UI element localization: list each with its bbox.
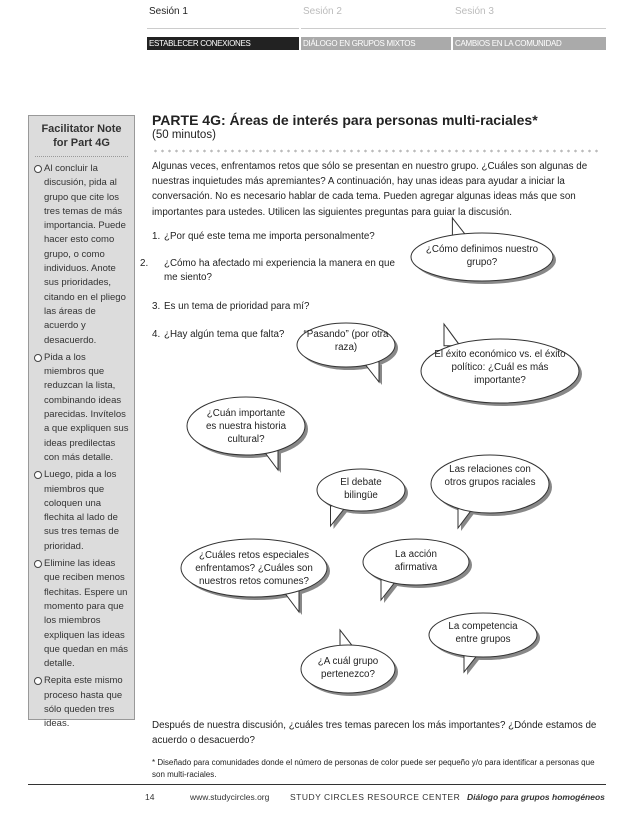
note-text: Al concluir la discusión, pida al grupo que cite los tres temas de más importancia. Puede hacer esto como grupo, o como individuos. Anote sus prioridades, citando en el pliego las áreas de acuerdo y desacuerdo.: [44, 163, 126, 346]
intro-paragraph: Algunas veces, enfrentamos retos que sólo se presentan en nuestro grupo. ¿Cuáles son algunas de nuestras inquietudes más apremiantes? A continuación, hay unas ideas para ayudar a iniciar la conversación. No es necesario hablar de cada tema. Pueden agregar algunas ideas más que son importantes para ustedes. Utilicen las siguientes preguntas para guiar la discusión.: [152, 161, 588, 218]
note-item: [34, 351, 129, 465]
question-item: 2. ¿Cómo ha afectado mi experiencia la manera en que me siento?: [140, 258, 395, 283]
question-item: 4. ¿Hay algún tema que falta?: [152, 329, 285, 340]
question-item: 1. ¿Por qué este tema me importa personalmente?: [152, 231, 375, 242]
bullet-circle-icon: [34, 471, 42, 479]
footer-rule: [28, 784, 606, 785]
session-3-title: Sesión 3: [455, 6, 494, 17]
page-number: 14: [145, 792, 155, 802]
note-item: [34, 468, 129, 554]
session-3-bar: CAMBIOS EN LA COMUNIDAD: [453, 37, 606, 50]
facilitator-note-list: [34, 162, 129, 735]
speech-bubble: [300, 644, 396, 694]
speech-bubble: [316, 468, 406, 512]
bubble-text: La acción afirmativa: [394, 549, 438, 573]
footer-publication: Diálogo para grupos homogéneos: [467, 792, 605, 802]
bubble-text: El debate bilingüe: [340, 477, 382, 501]
session-2-title: Sesión 2: [303, 6, 342, 17]
bubble-text: Las relaciones con otros grupos raciales: [444, 464, 536, 488]
dotted-divider: [152, 149, 602, 153]
session-1-title: Sesión 1: [149, 6, 188, 17]
note-text: Elimine las ideas que reciben menos flechitas. Espere un momento para que los miembros expliquen las ideas que quedan en más detalle.: [44, 558, 128, 670]
footer-organization: STUDY CIRCLES RESOURCE CENTER: [290, 792, 461, 802]
page-title: PARTE 4G: Áreas de interés para personas multi-raciales*: [152, 112, 538, 128]
bubble-text: La competencia entre grupos: [448, 621, 518, 645]
bubble-text: ¿Cuán importante es nuestra historia cultural?: [205, 408, 287, 445]
note-item: [34, 674, 129, 731]
closing-paragraph: Después de nuestra discusión, ¿cuáles tres temas parecen los más importantes? ¿Dónde estamos de acuerdo o desacuerdo?: [152, 720, 597, 746]
session-1-rule: [147, 28, 299, 29]
session-2-rule: [301, 28, 453, 29]
bubble-text: ¿Cuáles retos especiales enfrentamos? ¿Cuáles son nuestros retos comunes?: [195, 550, 313, 587]
note-item: [34, 162, 129, 348]
bullet-circle-icon: [34, 560, 42, 568]
speech-bubble: [296, 322, 396, 368]
speech-bubble: [428, 612, 538, 658]
note-text: Repita este mismo proceso hasta que sólo queden tres ideas.: [44, 675, 123, 730]
bubble-text: El éxito económico vs. el éxito político: ¿Cuál es más importante?: [434, 349, 566, 386]
bullet-circle-icon: [34, 677, 42, 685]
session-2-bar: DIÁLOGO EN GRUPOS MIXTOS: [301, 37, 451, 50]
facilitator-note-heading: [29, 122, 134, 150]
heading-line-2: for Part 4G: [53, 137, 110, 149]
bubble-text: ¿Cómo definimos nuestro grupo?: [425, 244, 539, 268]
session-1-bar: ESTABLECER CONEXIONES: [147, 37, 299, 50]
note-item: [34, 557, 129, 671]
page-subtitle: (50 minutos): [152, 129, 216, 141]
speech-bubble: [410, 232, 554, 282]
speech-bubble: [180, 538, 328, 598]
sidebar-divider: [35, 156, 128, 157]
footnote: * Diseñado para comunidades donde el número de personas de color puede ser pequeño y/o para identificar a personas que son multi-raciales.: [152, 758, 595, 779]
bullet-circle-icon: [34, 354, 42, 362]
speech-bubble: [420, 338, 580, 404]
heading-line-1: Facilitator Note: [41, 123, 122, 135]
note-text: Luego, pida a los miembros que coloquen una flechita al lado de sus tres temas de prioridad.: [44, 469, 119, 552]
speech-bubble: [186, 396, 306, 456]
speech-bubble: [362, 538, 470, 586]
question-item: 3. Es un tema de prioridad para mí?: [152, 301, 310, 312]
session-3-rule: [453, 28, 606, 29]
bullet-circle-icon: [34, 165, 42, 173]
facilitator-note-sidebar: [28, 115, 135, 730]
speech-bubble: [430, 454, 550, 514]
bubble-text: “Pasando” (por otra raza): [303, 329, 389, 353]
note-text: Pida a los miembros que reduzcan la lista, combinando ideas parecidas. Invítelos a que expliquen sus ideas predilectas con más detalle.: [44, 351, 129, 463]
footer-website: www.studycircles.org: [190, 792, 270, 802]
bubble-text: ¿A cuál grupo pertenezco?: [317, 656, 379, 680]
